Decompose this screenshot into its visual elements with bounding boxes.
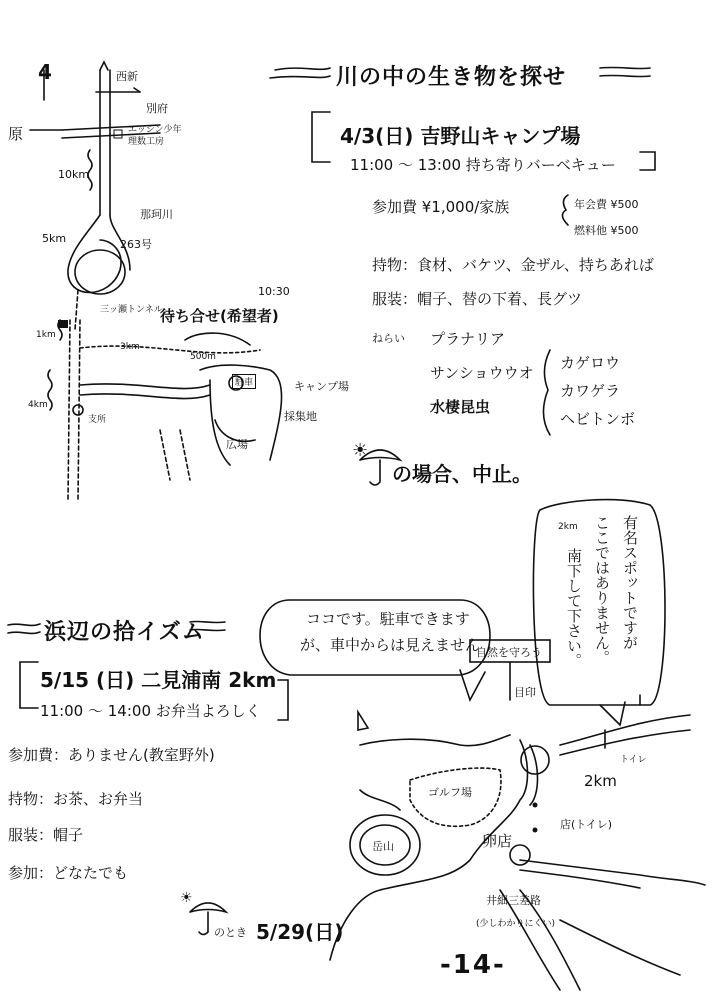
event1-rain-note: の場合、中止。 xyxy=(392,462,532,486)
event2-items: 持物：お茶、お弁当 xyxy=(8,790,144,808)
label-meet-time: 10:30 xyxy=(258,285,290,298)
junction-label: 井細三差路 xyxy=(486,894,541,907)
label-meet: 待ち合せ(希望者) xyxy=(160,307,279,325)
label-nagasu-river: 那珂川 xyxy=(140,208,173,221)
sign-label: 自然を守ろう xyxy=(476,646,542,659)
event1-fee-note1: 年会費 ¥500 xyxy=(574,198,639,211)
label-4km: 4km xyxy=(28,400,48,410)
label-beppu: 別府 xyxy=(146,102,168,115)
event1-bug1: カゲロウ xyxy=(560,354,621,372)
label-1km: 1km xyxy=(36,330,56,340)
event1-bug2: カワゲラ xyxy=(560,382,621,400)
event1-aim3: 水棲昆虫 xyxy=(430,398,491,416)
event2-join: 参加：どなたでも xyxy=(8,864,129,882)
event1-time: 11:00 〜 13:00 持ち寄りバーベキュー xyxy=(350,156,616,174)
event1-fee: 参加費 ¥1,000/家族 xyxy=(372,198,510,216)
label-tunnel: 三ッ瀬トンネル xyxy=(100,305,163,315)
event1-aim-label: ねらい xyxy=(372,332,405,345)
junction-note: (少しわかりにくい) xyxy=(476,919,556,929)
sun-icon: ☀ xyxy=(180,890,193,906)
bubble1-line1: ココです。駐車できます xyxy=(306,610,470,628)
event1-aim1: プラナリア xyxy=(430,330,506,348)
event2-title: 浜辺の拾イズム xyxy=(44,620,205,645)
event1-items: 持物：食材、バケツ、金ザル、持ちあれば xyxy=(372,256,654,274)
mark-label: 目印 xyxy=(514,686,536,699)
label-factory: エッシン少年 理数工房 xyxy=(128,125,182,147)
label-hara: 原 xyxy=(8,125,24,143)
event1-bug3: ヘビトンボ xyxy=(560,410,636,428)
shop-label: 店(トイレ) xyxy=(560,818,613,831)
page-number: -14- xyxy=(440,950,506,980)
event2-clothes: 服装：帽子 xyxy=(8,826,84,844)
event2-time: 11:00 〜 14:00 お弁当よろしく xyxy=(40,702,261,720)
bubble2-col1: 有名スポットですが xyxy=(621,515,639,650)
event1-date-location: 4/3(日) 吉野山キャンプ場 xyxy=(340,124,581,148)
map-distance: 2km xyxy=(584,772,617,790)
label-office: 支所 xyxy=(88,415,107,425)
label-5km: 5km xyxy=(42,232,67,245)
label-hiroba: 広場 xyxy=(226,438,248,451)
event1-aim2: サンショウウオ xyxy=(430,364,534,382)
label-10km: 10km xyxy=(58,168,90,181)
sun-icon: ☀ xyxy=(352,440,369,461)
event2-rain-when: のとき xyxy=(214,926,247,939)
label-nishishin: 西新 xyxy=(116,70,138,83)
label-3km: 3km xyxy=(120,342,140,352)
bubble2-distance: 2km xyxy=(558,522,578,532)
label-camp: キャンプ場 xyxy=(294,380,349,393)
toilet-label: トイレ xyxy=(620,755,647,765)
event2-date-location: 5/15 (日) 二見浦南 2km xyxy=(40,668,277,692)
event1-fee-note2: 燃料他 ¥500 xyxy=(574,224,639,237)
bubble2-col2: ここではありません。 xyxy=(593,515,611,665)
bubble2-col3: 南下して下さい。 xyxy=(565,548,583,668)
mountain-label: 岳山 xyxy=(372,840,394,853)
label-route: 263号 xyxy=(120,238,152,251)
bubble1-line2: が、車中からは見えません xyxy=(300,636,481,654)
egg-shop-label: 卵店 xyxy=(482,832,513,850)
golf-label: ゴルフ場 xyxy=(428,786,472,799)
event1-title: 川の中の生き物を探せ xyxy=(336,65,567,90)
north-marker: 4 xyxy=(38,60,52,84)
event2-fee: 参加費：ありません(教室野外) xyxy=(8,746,215,764)
event1-clothes: 服装：帽子、替の下着、長グツ xyxy=(372,290,583,308)
label-500m: 500m xyxy=(190,352,216,362)
event2-rain-date: 5/29(日) xyxy=(256,920,344,944)
label-collect: 採集地 xyxy=(284,410,317,423)
label-parking: 駐車 xyxy=(232,374,256,389)
